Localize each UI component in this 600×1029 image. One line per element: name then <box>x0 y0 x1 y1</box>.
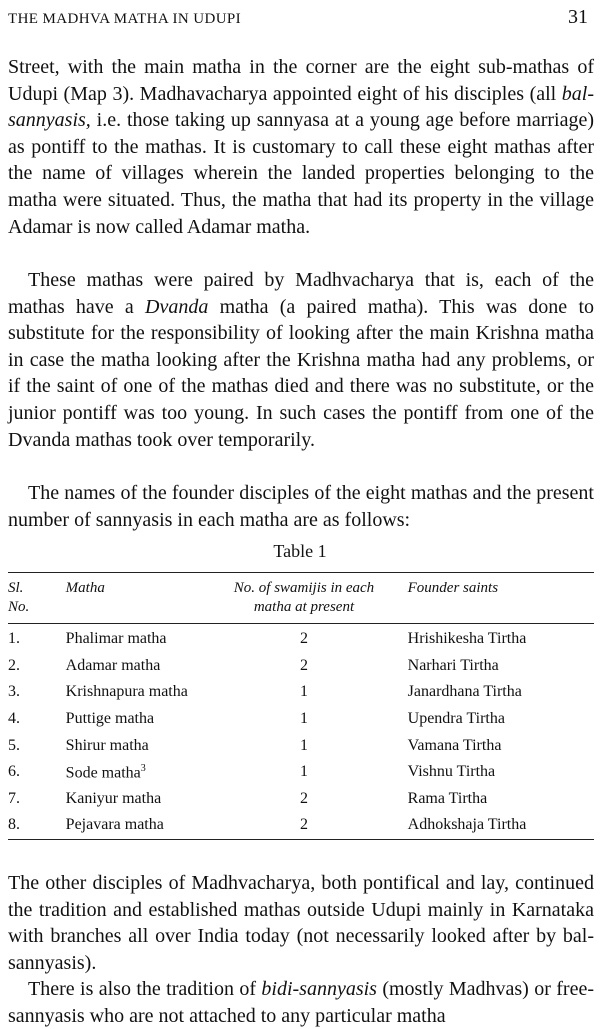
header-swamijis: No. of swamijis in each matha at present <box>228 573 379 624</box>
table-row: 1. Phalimar matha 2 Hrishikesha Tirtha <box>8 630 527 648</box>
table-row: 5. Shirur matha 1 Vamana Tirtha <box>8 736 502 754</box>
paragraph-2-rest: matha (a paired matha). This was done to substitute for the responsibility of looking after the main Krishna matha in case the matha looking after the Krishna matha had any problems, or if the saint of one of the mathas died and there was no substitute, or the junior pontiff was too young. In such cases the pontiff from one of the Dvanda mathas took over temporarily. <box>8 295 594 451</box>
paragraph-1-rest: i.e. those taking up sannyasa at a young age before marriage) as pontiff to the mathas. It is customary to call these eight mathas after the name of villages wherein the landed properties belonging to the matha were situated. Thus, the matha that had its property in the village Adamar is now called Adamar matha. <box>8 109 594 238</box>
paragraph-5-text: There is also the tradition of <box>28 978 262 1000</box>
paragraph-1-italic: bal-sannyasis, <box>8 82 594 132</box>
table-row: 7. Kaniyur matha 2 Rama Tirtha <box>8 789 488 807</box>
paragraph-4 <box>8 870 594 976</box>
paragraph-3-text: The names of the founder disciples of the eight mathas and the present number of sannyasis in each matha are as follows: <box>8 482 594 531</box>
table-row: 6. Sode matha$^3$ 1 Vishnu Tirtha <box>8 762 496 781</box>
header-matha: Matha <box>56 573 229 624</box>
page-header <box>8 6 588 32</box>
paragraph-3 <box>8 480 594 533</box>
header-founder: Founder saints <box>380 573 594 624</box>
table-row: 2. Adamar matha 2 Narhari Tirtha <box>8 656 499 674</box>
paragraph-2-text: These mathas were paired by Madhvacharya that is, each of the mathas have a <box>8 269 594 318</box>
footnote-mark: 3 <box>140 762 146 774</box>
paragraph-5-rest: (mostly Madhvas) or free-sannyasis who are not attached to any particular matha <box>8 978 594 1027</box>
table-header-row <box>8 573 594 624</box>
paragraph-1 <box>8 54 594 240</box>
mathas-table <box>8 572 594 840</box>
header-sl-no: Sl. No. <box>8 573 56 624</box>
table-row: 4. Puttige matha 1 Upendra Tirtha <box>8 710 505 728</box>
table-row: 8. Pejavara matha 2 Adhokshaja Tirtha <box>8 812 594 839</box>
table-caption: Table 1 <box>273 541 327 561</box>
paragraph-4-text: The other disciples of Madhvacharya, both pontifical and lay, continued the tradition and established mathas outside Udupi mainly in Karnataka with branches all over India today (not necessarily looked after by bal-sannyasis). <box>8 872 594 974</box>
paragraph-5-italic: bidi-sannyasis <box>261 978 377 1000</box>
paragraph-5 <box>8 976 594 1029</box>
running-head: THE MADHVA MATHA IN UDUPI <box>8 11 242 27</box>
paragraph-1-text: Street, with the main matha in the corner are the eight sub-mathas of Udupi (Map 3). Madhavacharya appointed eight of his disciples (all <box>8 56 594 105</box>
paragraph-2-italic: Dvanda <box>145 295 209 318</box>
table-row: 3. Krishnapura matha 1 Janardhana Tirtha <box>8 683 522 701</box>
page-number: 31 <box>568 6 588 28</box>
paragraph-2 <box>8 267 594 453</box>
